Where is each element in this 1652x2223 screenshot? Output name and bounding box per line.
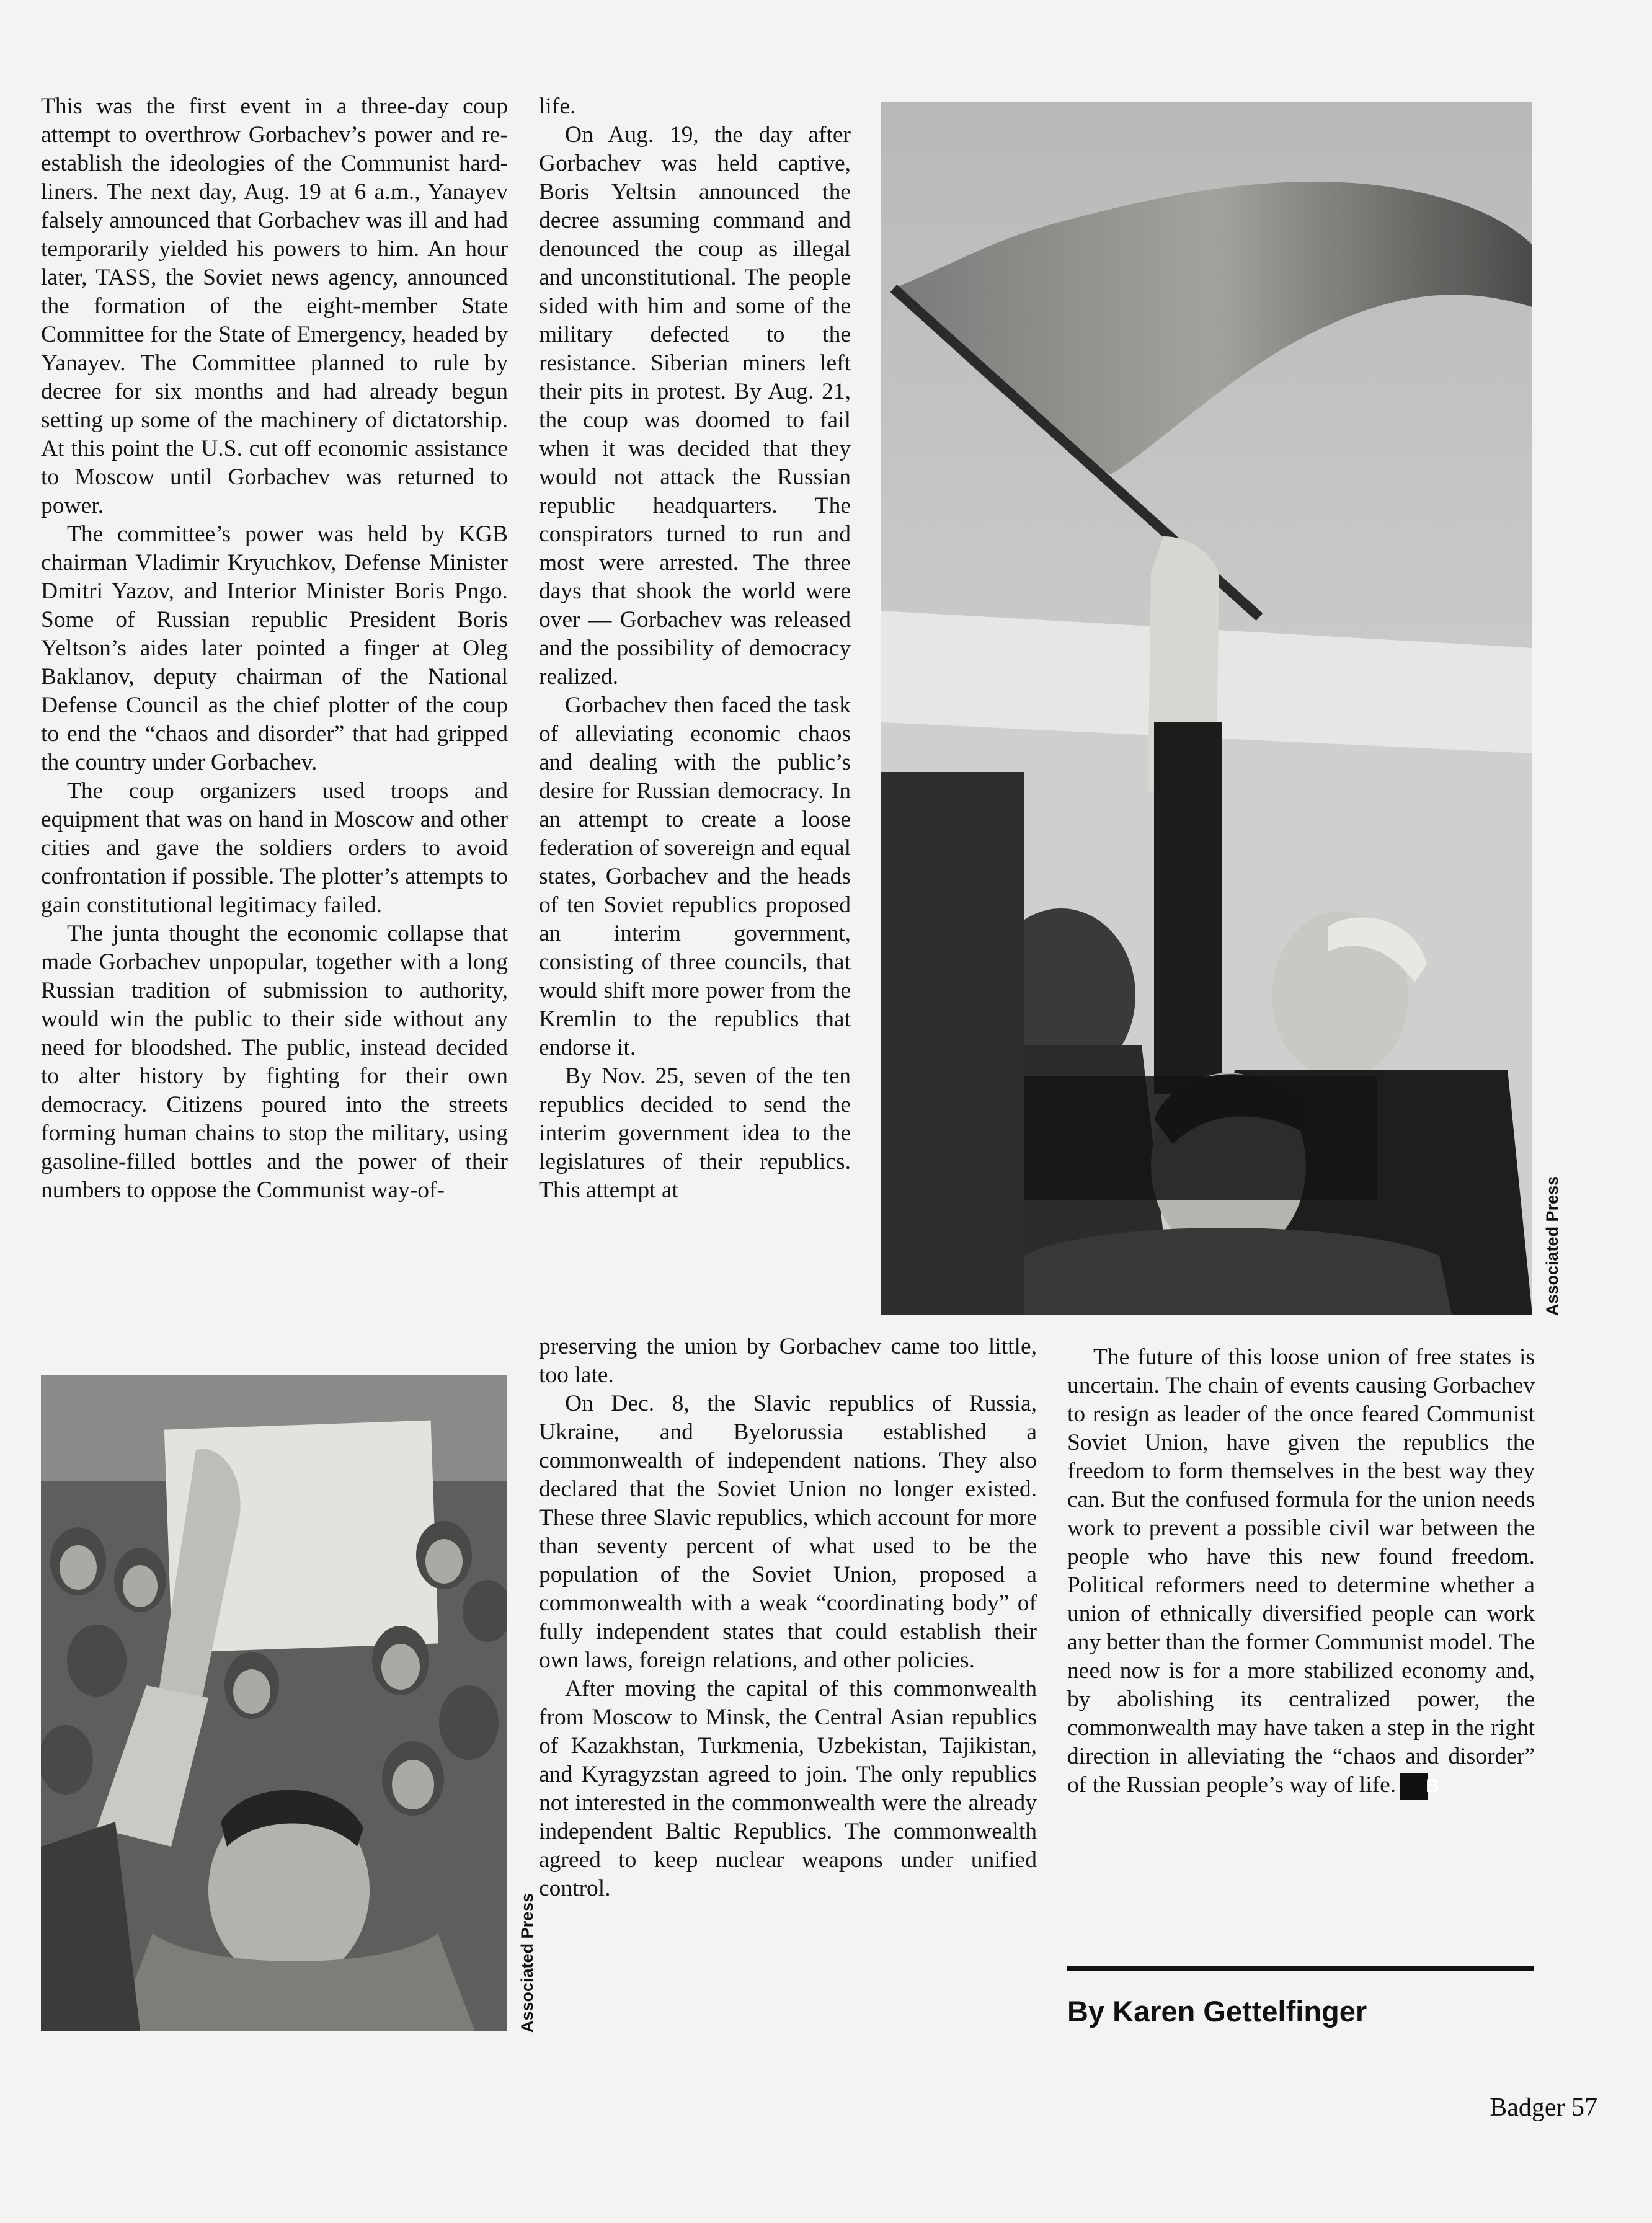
- paragraph: The coup organizers used troops and equipment that was on hand in Moscow and other cities and gave the soldiers orders to avoid confrontation if possible. The plotter’s attempts to gain constitutional legitimacy failed.: [41, 778, 508, 918]
- paragraph: After moving the capital of this commonwealth from Moscow to Minsk, the Central Asian republics of Kazakhstan, Turkmenia, Uzbekistan, Tajikistan, and Kyragyzstan agreed to join. The only republics not interested in the commonwealth were the already independent Baltic Republics. The commonwealth agreed to keep nuclear weapons under unified control.: [539, 1676, 1037, 1901]
- closing-paragraph-text: The future of this loose union of free states is uncertain. The chain of events causing Gorbachev to resign as leader of the once feared Communist Soviet Union, have given the republics the freedom to form themselves in the best way they can. But the confused formula for the union needs work to prevent a possible civil war between the people who have this new found freedom. Political reformers need to determine whether a union of ethnically diversified people can work any better than the former Communist model. The need now is for a more stabilized economy and, by abolishing its centralized power, the commonwealth may have taken a step in the right direction in alleviating the “chaos and disorder” of the Russian people’s way of life.: [1067, 1344, 1535, 1798]
- article-column-2-bottom: [539, 1333, 1037, 1903]
- yeltsin-flag-photo: [881, 102, 1532, 1315]
- paragraph: By Nov. 25, seven of the ten republics decided to send the interim government idea to the legislatures of their republics. This attempt at: [539, 1063, 851, 1203]
- paragraph: preserving the union by Gorbachev came too little, too late.: [539, 1334, 1037, 1388]
- photo-credit: Associated Press: [518, 1892, 536, 2033]
- article-column-1: [41, 92, 508, 1205]
- paragraph: The junta thought the economic collapse that made Gorbachev unpopular, together with a long Russian tradition of submission to authority, would win the public to their side without any need for bloodshed. The public, instead decided to alter history by fighting for their own democracy. Citizens poured into the streets forming human chains to stop the military, using gasoline-filled bottles and the power of their numbers to oppose the Communist way-of-: [41, 921, 508, 1203]
- crowd-photo: [41, 1375, 507, 2031]
- paragraph: [1067, 1343, 1535, 1800]
- page-folio: Badger 57: [1490, 2093, 1597, 2122]
- photo-credit: Associated Press: [1543, 1176, 1561, 1316]
- paragraph: Gorbachev then faced the task of alleviating economic chaos and dealing with the public’s desire for Russian democracy. In an attempt to create a loose federation of sovereign and equal states, Gorbachev and the heads of ten Soviet republics proposed an interim government, consisting of three councils, that would shift more power from the Kremlin to the republics that endorse it.: [539, 693, 851, 1060]
- paragraph: On Aug. 19, the day after Gorbachev was held captive, Boris Yeltsin announced the decree assuming command and denounced the coup as illegal and unconstitutional. The people sided with him and some of the military defected to the resistance. Siberian miners left their pits in protest. By Aug. 21, the coup was doomed to fail when it was decided that they would not attack the Russian republic headquarters. The conspirators turned to run and most were arrested. The three days that shook the world were over — Gorbachev was released and the possibility of democracy realized.: [539, 122, 851, 690]
- yeltsin-flag-illustration: [881, 102, 1532, 1315]
- article-column-3: [1067, 1343, 1535, 1800]
- paragraph: The committee’s power was held by KGB chairman Vladimir Kryuchkov, Defense Minister Dmitri Yazov, and Interior Minister Boris Pngo. Some of Russian republic President Boris Yeltson’s aides later pointed a finger at Oleg Baklanov, deputy chairman of the National Defense Council as the chief plotter of the coup to end the “chaos and disorder” that had gripped the country under Gorbachev.: [41, 521, 508, 775]
- byline: By Karen Gettelfinger: [1067, 1995, 1367, 2028]
- article-column-2-top: [539, 92, 851, 1205]
- byline-divider: [1067, 1966, 1534, 1971]
- paragraph: On Dec. 8, the Slavic republics of Russia, Ukraine, and Byelorussia established a commonwealth of independent nations. They also declared that the Soviet Union no longer existed. These three Slavic republics, which account for more than seventy percent of what used to be the population of the Soviet Union, proposed a commonwealth with a weak “coordinating body” of fully independent states that could establish their own laws, foreign relations, and other policies.: [539, 1391, 1037, 1673]
- crowd-illustration: [41, 1375, 507, 2031]
- paragraph: This was the first event in a three-day coup attempt to overthrow Gorbachev’s power and re-establish the ideologies of the Communist hard-liners. The next day, Aug. 19 at 6 a.m., Yanayev falsely announced that Gorbachev was ill and had temporarily yielded his powers to him. An hour later, TASS, the Soviet news agency, announced the formation of the eight-member State Committee for the State of Emergency, headed by Yanayev. The Committee planned to rule by decree for six months and had already begun setting up some of the machinery of dictatorship. At this point the U.S. cut off economic assistance to Moscow until Gorbachev was returned to power.: [41, 94, 508, 518]
- end-mark-icon: B: [1400, 1773, 1428, 1800]
- paragraph: life.: [539, 94, 576, 119]
